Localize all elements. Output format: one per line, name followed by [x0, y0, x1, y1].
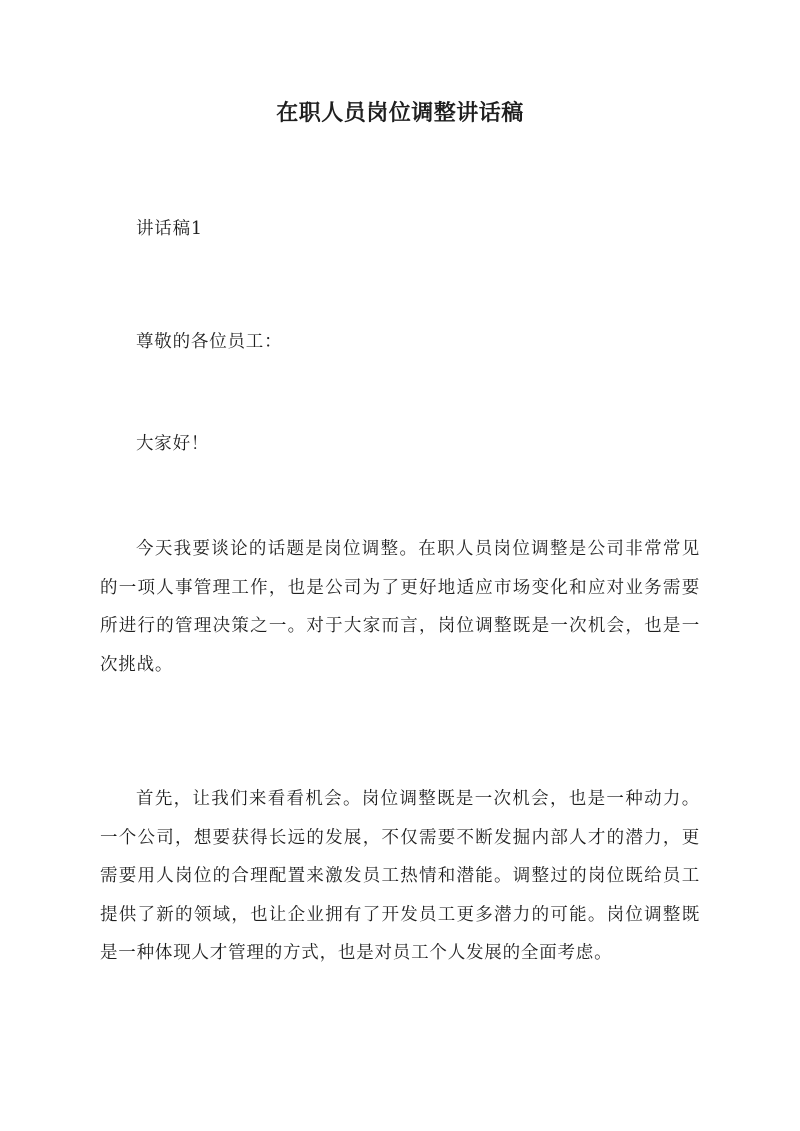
document-title: 在职人员岗位调整讲话稿: [276, 100, 524, 126]
greeting: 大家好！: [136, 434, 210, 454]
body-paragraph-opportunity: 首先，让我们来看看机会。岗位调整既是一次机会，也是一种动力。一个公司，想要获得长远的发展，不仅需要不断发掘内部人才的潜力，更需要用人岗位的合理配置来激发员工热情和潜能。调整过的岗位既给员工提供了新的领域，也让企业拥有了开发员工更多潜力的可能。岗位调整既是一种体现人才管理的方式，也是对员工个人发展的全面考虑。: [100, 789, 700, 963]
body-paragraph-intro: 今天我要谈论的话题是岗位调整。在职人员岗位调整是公司非常常见的一项人事管理工作，也是公司为了更好地适应市场变化和应对业务需要所进行的管理决策之一。对于大家而言，岗位调整既是一次机会，也是一次挑战。: [100, 539, 700, 675]
section-heading: 讲话稿1: [136, 219, 203, 239]
salutation: 尊敬的各位员工：: [136, 332, 283, 352]
